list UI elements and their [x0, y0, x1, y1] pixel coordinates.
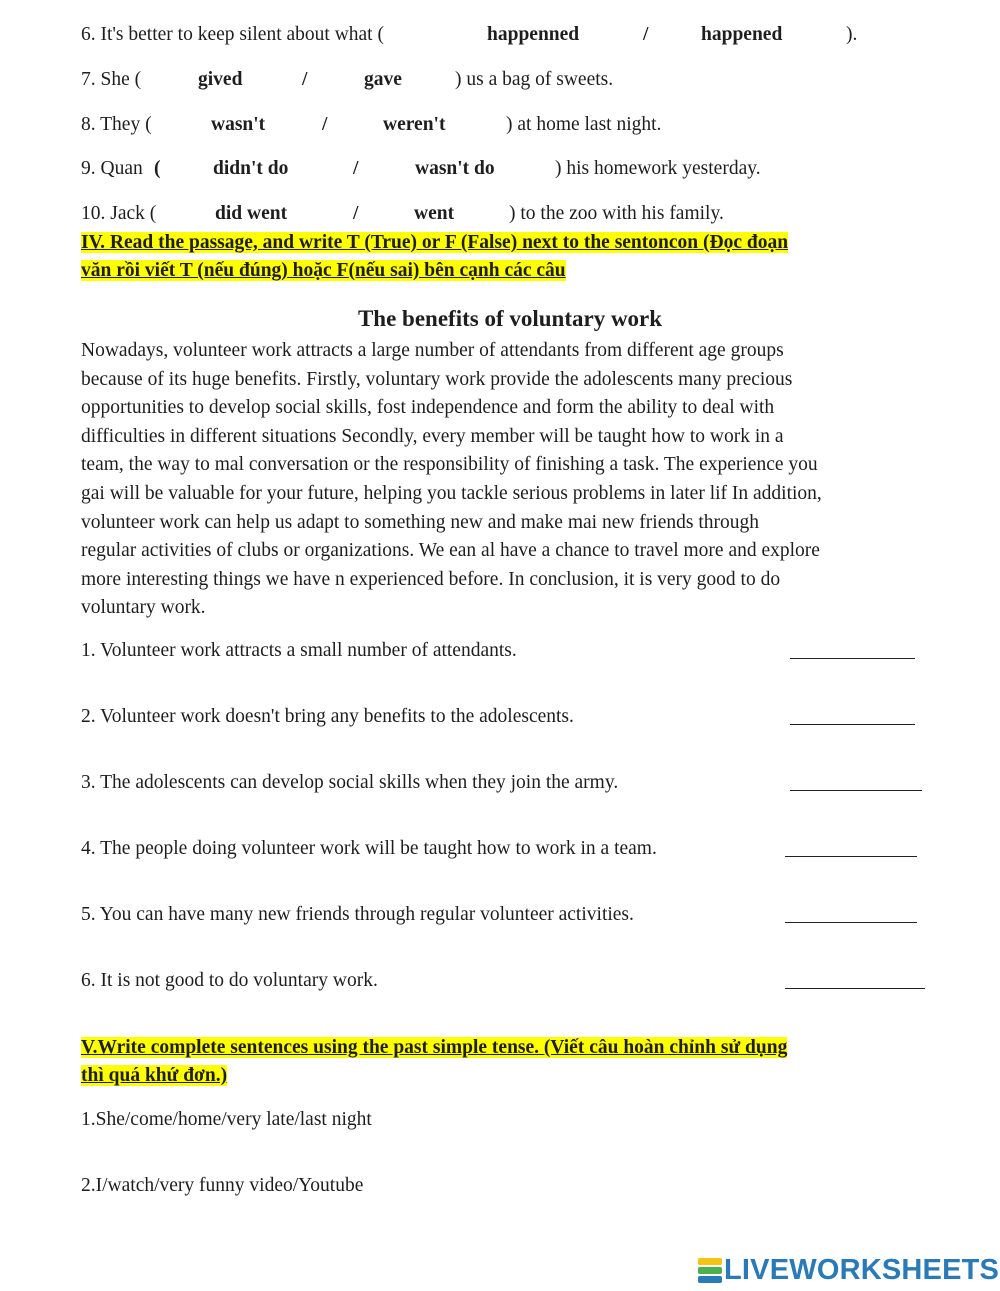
grammar-item-8-lead: 8. They ( — [81, 114, 152, 135]
logo-text: LIVEWORKSHEETS — [724, 1254, 1000, 1286]
logo-icon — [698, 1258, 722, 1284]
grammar-item-7-end: ) us a bag of sweets. — [455, 69, 614, 90]
open-paren: ( — [154, 158, 161, 179]
section5-heading-line1: V.Write complete sentences using the past simple tense. (Viết câu hoàn chỉnh sử dụng — [81, 1037, 788, 1058]
grammar-item-6-lead: 6. It's better to keep silent about what ( — [81, 24, 384, 45]
logo-bar-yellow — [698, 1258, 722, 1265]
section5-heading — [81, 1034, 787, 1090]
choice-separator: / — [353, 158, 359, 179]
passage-line: opportunities to develop social skills, fost independence and form the ability to deal with — [81, 397, 775, 419]
choice-gived[interactable]: gived — [198, 69, 243, 90]
choice-wasnt-do[interactable]: wasn't do — [415, 158, 495, 179]
choice-werent[interactable]: weren't — [383, 114, 446, 135]
choice-separator: / — [322, 114, 328, 135]
grammar-item-10-end: ) to the zoo with his family. — [509, 203, 724, 224]
answer-blank-2[interactable] — [790, 724, 915, 725]
passage-line: regular activities of clubs or organizations. We ean al have a chance to travel more and explore — [81, 540, 820, 562]
choice-did-went[interactable]: did went — [215, 203, 288, 224]
passage-line: gai will be valuable for your future, helping you tackle serious problems in later lif In addition, — [81, 482, 822, 504]
grammar-item-9-end: ) his homework yesterday. — [555, 158, 761, 179]
grammar-item-7-lead: 7. She ( — [81, 69, 142, 90]
grammar-item-10-lead: 10. Jack ( — [81, 203, 157, 224]
statement-6: 6. It is not good to do voluntary work. — [81, 970, 378, 991]
passage-line: more interesting things we have n experienced before. In conclusion, it is very good to do — [81, 568, 781, 590]
logo-bar-blue — [698, 1276, 722, 1283]
statement-1: 1. Volunteer work attracts a small number of attendants. — [81, 640, 517, 661]
logo-bar-green — [698, 1267, 722, 1274]
choice-wasnt[interactable]: wasn't — [211, 114, 266, 135]
section4-heading-line1: IV. Read the passage, and write T (True) or F (False) next to the sentoncon (Đọc đoạn — [81, 232, 789, 253]
passage — [81, 337, 941, 623]
choice-happened[interactable]: happened — [701, 24, 783, 45]
choice-went[interactable]: went — [414, 203, 455, 224]
answer-blank-4[interactable] — [785, 856, 917, 857]
answer-blank-1[interactable] — [790, 658, 915, 659]
passage-line: because of its huge benefits. Firstly, voluntary work provide the adolescents many precious — [81, 368, 793, 390]
prompt-1: 1.She/come/home/very late/last night — [81, 1109, 372, 1130]
grammar-item-8-end: ) at home last night. — [506, 114, 662, 135]
choice-happenned[interactable]: happenned — [487, 24, 580, 45]
answer-blank-5[interactable] — [785, 922, 917, 923]
answer-blank-3[interactable] — [790, 790, 922, 791]
statement-2: 2. Volunteer work doesn't bring any benefits to the adolescents. — [81, 706, 574, 727]
answer-blank-6[interactable] — [785, 988, 925, 989]
statement-4: 4. The people doing volunteer work will be taught how to work in a team. — [81, 838, 657, 859]
passage-line: team, the way to mal conversation or the responsibility of finishing a task. The experience you — [81, 454, 818, 476]
choice-separator: / — [302, 69, 308, 90]
statement-5: 5. You can have many new friends through regular volunteer activities. — [81, 904, 634, 925]
choice-didnt-do[interactable]: didn't do — [213, 158, 289, 179]
statement-3: 3. The adolescents can develop social skills when they join the army. — [81, 772, 619, 793]
passage-line: volunteer work can help us adapt to something new and make mai new friends through — [81, 511, 759, 533]
grammar-item-9-lead: 9. Quan — [81, 158, 143, 179]
prompt-2: 2.I/watch/very funny video/Youtube — [81, 1175, 364, 1196]
section4-heading — [81, 229, 788, 285]
section5-heading-line2: thì quá khứ đơn.) — [81, 1065, 228, 1086]
liveworksheets-logo — [698, 1254, 999, 1287]
choice-separator: / — [643, 24, 649, 45]
passage-line: difficulties in different situations Secondly, every member will be taught how to work in a — [81, 425, 784, 447]
section4-heading-line2: văn rồi viết T (nếu đúng) hoặc F(nếu sai) bên cạnh các câu — [81, 260, 566, 281]
choice-separator: / — [353, 203, 359, 224]
passage-line: Nowadays, volunteer work attracts a large number of attendants from different age groups — [81, 340, 784, 361]
choice-gave[interactable]: gave — [364, 69, 402, 90]
grammar-item-6-end: ). — [846, 24, 858, 45]
passage-title: The benefits of voluntary work — [357, 306, 663, 331]
passage-line: voluntary work. — [81, 597, 206, 619]
